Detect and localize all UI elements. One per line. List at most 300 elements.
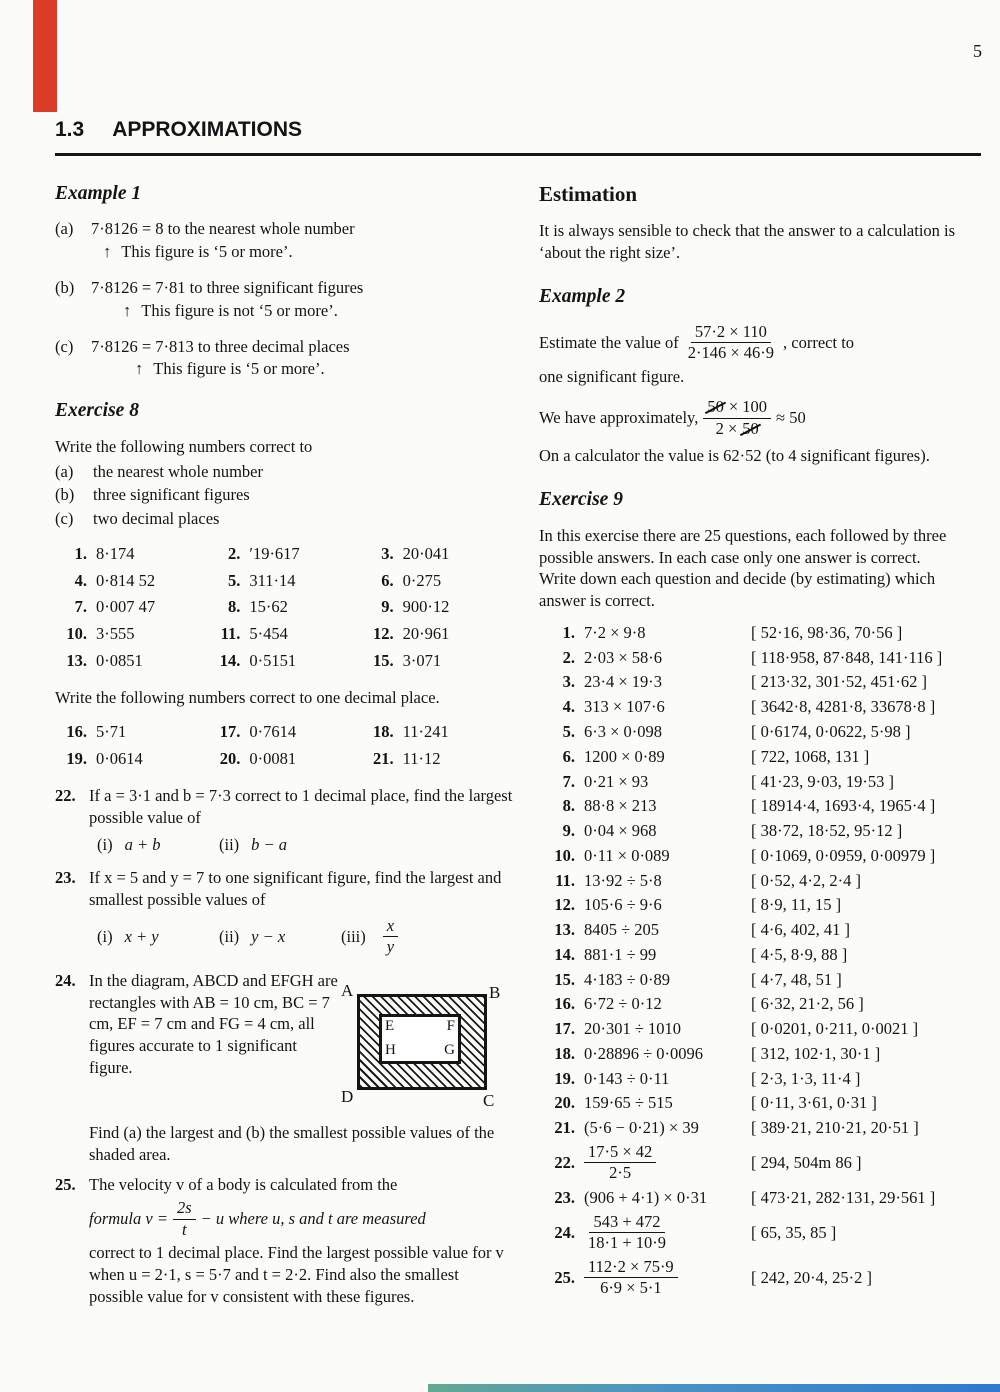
up-arrow-icon: ↑ (135, 359, 144, 379)
answer-options: [ 2·3, 1·3, 11·4 ] (751, 1068, 861, 1088)
exercise-9-question-row (539, 944, 981, 966)
question-expression (584, 993, 742, 1015)
question-number: 13. (554, 920, 575, 940)
question-expression (584, 969, 742, 991)
item-value: 0·0614 (96, 749, 143, 769)
question-number: 3. (562, 672, 575, 692)
two-column-layout (55, 181, 981, 1308)
grid-item (208, 748, 361, 770)
answer-options: [ 389·21, 210·21, 20·51 ] (751, 1118, 919, 1138)
question-number: 15. (554, 969, 575, 989)
expression-text: 881·1 ÷ 99 (584, 944, 657, 964)
section-title: APPROXIMATIONS (112, 118, 302, 141)
exercise-9-question-row (539, 969, 981, 991)
example-1-item-a (55, 218, 515, 263)
exercise-8-intro-2: Write the following numbers correct to one decimal place. (55, 687, 440, 707)
header-rule (55, 153, 981, 156)
question-number: 7. (562, 771, 575, 791)
item-number: 3. (381, 543, 394, 563)
diagram-label-f: F (446, 1017, 455, 1034)
grid-item (55, 721, 208, 743)
criterion-a (55, 461, 515, 483)
exercise-9-question-row (539, 1117, 981, 1139)
question-number: 22. (554, 1153, 575, 1173)
question-text-2: Find (a) the largest and (b) the smallest possible values of the shaded area. (89, 1122, 495, 1164)
answer-options: [ 294, 504m 86 ] (751, 1153, 862, 1173)
criterion-b (55, 484, 515, 506)
question-number: 19. (554, 1068, 575, 1088)
sub-expression: b − a (251, 834, 288, 854)
question-number: 17. (554, 1019, 575, 1039)
sub-expression: x + y (124, 926, 159, 946)
question-expression (584, 820, 742, 842)
sub-questions (97, 916, 515, 958)
question-23 (55, 867, 515, 960)
item-value: 3·555 (96, 624, 135, 644)
item-value: ′19·617 (249, 543, 300, 563)
expression-text: 23·4 × 19·3 (584, 672, 663, 692)
expression-text: 0·28896 ÷ 0·0096 (584, 1043, 704, 1063)
lead-text: Estimate the value of (539, 332, 679, 352)
question-number: 16. (554, 994, 575, 1014)
sub-label: (ii) (219, 926, 240, 946)
exercise-9-question-row (539, 820, 981, 842)
answer-options: [ 0·1069, 0·0959, 0·00979 ] (751, 845, 936, 865)
answer-options: [ 52·16, 98·36, 70·56 ] (751, 622, 903, 642)
grid-item (55, 623, 208, 645)
red-edge-tab (33, 0, 57, 112)
question-number: 10. (554, 845, 575, 865)
answer-options: [ 722, 1068, 131 ] (751, 746, 870, 766)
question-25 (55, 1174, 515, 1307)
sub-expression: a + b (124, 834, 161, 854)
approx-result: ≈ 50 (776, 408, 806, 428)
example-2-lead (539, 322, 981, 364)
criterion-label: (b) (55, 485, 75, 505)
fraction-estimate (684, 323, 778, 363)
diagram-label-e: E (385, 1017, 395, 1034)
question-number: 8. (562, 796, 575, 816)
question-expression (584, 1187, 742, 1209)
exercise-9-question-row (539, 622, 981, 644)
question-number: 21. (554, 1118, 575, 1138)
item-body (91, 336, 350, 381)
item-line: 7·8126 = 7·813 to three decimal places (91, 336, 350, 356)
item-number: 19. (66, 749, 87, 769)
grid-item (362, 570, 515, 592)
grid-item (55, 543, 208, 565)
grid-item (362, 623, 515, 645)
item-value: 0·5151 (249, 650, 297, 670)
item-label: (b) (55, 277, 75, 297)
lead-continuation: one significant figure. (539, 366, 685, 386)
grid-item (208, 721, 361, 743)
question-expression (584, 894, 742, 916)
expression-text: 6·72 ÷ 0·12 (584, 994, 662, 1014)
answer-options: [ 38·72, 18·52, 95·12 ] (751, 821, 903, 841)
expression-text: 0·11 × 0·089 (584, 845, 670, 865)
grid-item (55, 570, 208, 592)
exercise-8-number-grid-2 (55, 721, 515, 770)
fraction-denominator (712, 419, 763, 438)
question-number: 25. (554, 1267, 575, 1287)
item-label: (c) (55, 336, 74, 356)
question-expression (584, 1043, 742, 1065)
exercise-9-question-row (539, 1142, 981, 1184)
grid-item (362, 543, 515, 565)
page-content (55, 116, 981, 1307)
exercise-9-question-row (539, 1187, 981, 1209)
expression-text: 6·3 × 0·098 (584, 721, 663, 741)
expression-text: 0·04 × 968 (584, 821, 657, 841)
up-arrow-icon: ↑ (123, 300, 132, 320)
section-header (55, 116, 981, 144)
sub-question-iii (341, 916, 403, 958)
item-line: 7·8126 = 7·81 to three significant figures (91, 277, 364, 297)
exercise-9-question-row (539, 993, 981, 1015)
item-value: 11·12 (402, 749, 441, 769)
item-value: 0·0081 (249, 749, 297, 769)
fraction-x-over-y (383, 917, 398, 957)
answer-options: [ 242, 20·4, 25·2 ] (751, 1267, 872, 1287)
denominator-rest: 2 × (715, 418, 738, 438)
item-number: 18. (373, 722, 394, 742)
answer-options: [ 3642·8, 4281·8, 33678·8 ] (751, 697, 936, 717)
expression-text: 0·21 × 93 (584, 771, 649, 791)
question-expression (584, 1257, 742, 1299)
question-24 (55, 970, 515, 1166)
criterion-text: three significant figures (93, 485, 250, 505)
exercise-9-question-row (539, 721, 981, 743)
diagram-label-c: C (483, 1090, 495, 1110)
sub-expression: y − x (251, 926, 286, 946)
exercise-9-question-row (539, 1257, 981, 1299)
question-body (89, 867, 515, 960)
expression-text: 88·8 × 213 (584, 796, 657, 816)
item-number: 11. (220, 624, 241, 644)
grid-item (208, 570, 361, 592)
answer-options: [ 118·958, 87·848, 141·116 ] (751, 647, 943, 667)
item-line: 7·8126 = 8 to the nearest whole number (91, 219, 355, 239)
sub-label: (ii) (219, 834, 240, 854)
item-number: 14. (219, 650, 241, 670)
item-label: (a) (55, 219, 74, 239)
question-number: 23. (554, 1187, 575, 1207)
question-number: 22. (55, 785, 76, 805)
fraction-denominator: 2·146 × 46·9 (687, 343, 775, 363)
question-number: 5. (562, 721, 575, 741)
item-value: 900·12 (402, 597, 450, 617)
item-value: 15·62 (249, 597, 288, 617)
question-number: 14. (554, 944, 575, 964)
section-number: 1.3 (55, 118, 85, 141)
exercise-9-question-row (539, 647, 981, 669)
expression-fraction (584, 1213, 670, 1253)
note-text: This figure is ‘5 or more’. (121, 242, 293, 262)
exercise-9-question-row (539, 870, 981, 892)
item-number: 1. (74, 543, 87, 563)
item-number: 6. (381, 570, 394, 590)
answer-options: [ 213·32, 301·52, 451·62 ] (751, 672, 927, 692)
item-value: 20·961 (402, 624, 450, 644)
item-number: 9. (381, 597, 394, 617)
estimation-body: It is always sensible to check that the answer to a calculation is ‘about the right size’. (539, 221, 956, 263)
sub-question-ii (219, 834, 287, 856)
fraction-numerator: 2s (173, 1199, 196, 1219)
diagram-label-d: D (341, 1086, 354, 1106)
item-value: 311·14 (249, 570, 296, 590)
calculator-note: On a calculator the value is 62·52 (to 4 significant figures). (539, 446, 930, 466)
answer-options: [ 4·7, 48, 51 ] (751, 969, 842, 989)
exercise-8-intro: Write the following numbers correct to (55, 436, 313, 456)
item-value: 0·7614 (249, 722, 297, 742)
expression-text: 2·03 × 58·6 (584, 647, 663, 667)
item-number: 20. (219, 749, 241, 769)
answer-options: [ 65, 35, 85 ] (751, 1222, 837, 1242)
question-24-row (89, 970, 539, 1118)
item-number: 4. (74, 570, 87, 590)
question-number: 12. (554, 895, 575, 915)
sub-label: (i) (97, 834, 113, 854)
item-value: 20·041 (402, 543, 450, 563)
question-number: 20. (554, 1093, 575, 1113)
criterion-c (55, 508, 515, 530)
exercise-9-question-row (539, 1212, 981, 1254)
grid-item (362, 596, 515, 618)
item-number: 12. (373, 624, 394, 644)
diagram-label-a: A (341, 980, 354, 1000)
exercise-9-question-row (539, 1092, 981, 1114)
answer-options: [ 473·21, 282·131, 29·561 ] (751, 1187, 936, 1207)
criterion-label: (c) (55, 509, 74, 529)
question-expression (584, 1092, 742, 1114)
grid-item (55, 748, 208, 770)
item-number: 10. (66, 624, 87, 644)
item-number: 2. (227, 543, 241, 563)
question-expression (584, 795, 742, 817)
item-body (91, 277, 363, 322)
question-body (89, 1174, 515, 1307)
answer-options: [ 312, 102·1, 30·1 ] (751, 1043, 881, 1063)
answer-options: [ 6·32, 21·2, 56 ] (751, 994, 864, 1014)
question-number: 1. (562, 622, 575, 642)
expression-text: 7·2 × 9·8 (584, 622, 646, 642)
fraction-denominator: 6·9 × 5·1 (600, 1278, 662, 1298)
fraction-approximation (703, 398, 771, 438)
grid-item (208, 623, 361, 645)
grid-item (362, 748, 515, 770)
question-expression (584, 746, 742, 768)
question-body (89, 785, 515, 858)
item-value: 5·454 (249, 624, 288, 644)
item-number: 17. (219, 722, 241, 742)
outer-rectangle-abcd-hatched (357, 994, 487, 1090)
question-expression (584, 622, 742, 644)
item-number: 13. (66, 650, 87, 670)
grid-item (55, 650, 208, 672)
question-expression (584, 1018, 742, 1040)
fraction-denominator: t (182, 1219, 187, 1239)
exercise-9-question-row (539, 746, 981, 768)
sub-questions (97, 834, 515, 856)
item-number: 7. (74, 597, 87, 617)
fraction-denominator: y (386, 937, 395, 957)
right-column (539, 181, 981, 1308)
sub-label: (i) (97, 926, 113, 946)
item-body (91, 218, 355, 263)
rectangles-diagram (339, 978, 539, 1118)
sub-label: (iii) (341, 926, 366, 946)
sub-question-ii (219, 926, 341, 948)
lead-after: , correct to (783, 332, 855, 352)
bottom-edge-bar (428, 1384, 1000, 1392)
left-column (55, 181, 515, 1308)
exercise-9-intro-1: In this exercise there are 25 questions, each followed by three possible answers. In each case only one answer is correct. (539, 525, 947, 567)
exercise-9-question-row (539, 771, 981, 793)
expression-text: 13·92 ÷ 5·8 (584, 870, 662, 890)
exercise-9-question-row (539, 1068, 981, 1090)
example-1-item-c (55, 336, 515, 381)
exercise-9-question-row (539, 795, 981, 817)
question-expression (584, 696, 742, 718)
note-text: This figure is ‘5 or more’. (153, 359, 325, 379)
question-expression (584, 647, 742, 669)
exercise-9-question-row (539, 919, 981, 941)
question-body (89, 970, 539, 1166)
item-number: 8. (227, 597, 241, 617)
expression-text: 313 × 107·6 (584, 697, 665, 717)
fraction-denominator: 18·1 + 10·9 (588, 1233, 667, 1253)
question-text: In the diagram, ABCD and EFGH are rectangles with AB = 10 cm, BC = 7 cm, EF = 7 cm and FG = 4 cm, all figures accurate to 1 significant figure. (89, 970, 338, 1077)
exercise-9-question-row (539, 1018, 981, 1040)
grid-item (208, 596, 361, 618)
answer-options: [ 0·6174, 0·0622, 5·98 ] (751, 721, 911, 741)
example-1-heading: Example 1 (55, 182, 142, 204)
example-1-item-b (55, 277, 515, 322)
question-number: 2. (562, 647, 575, 667)
estimation-heading: Estimation (539, 181, 638, 206)
question-text-before: The velocity v of a body is calculated from the (89, 1175, 398, 1195)
answer-options: [ 0·11, 3·61, 0·31 ] (751, 1093, 877, 1113)
exercise-9-question-row (539, 671, 981, 693)
numerator-rest: × 100 (728, 397, 768, 417)
note-text: This figure is not ‘5 or more’. (141, 300, 338, 320)
exercise-9-question-row (539, 894, 981, 916)
question-expression (584, 1117, 742, 1139)
inner-rectangle-efgh (379, 1014, 461, 1064)
item-note (103, 241, 355, 263)
question-text: If a = 3·1 and b = 7·3 correct to 1 decimal place, find the largest possible value of (89, 785, 513, 827)
exercise-9-question-row (539, 696, 981, 718)
item-number: 16. (66, 722, 87, 742)
question-expression (584, 944, 742, 966)
expression-text: 1200 × 0·89 (584, 746, 665, 766)
question-text-after: correct to 1 decimal place. Find the largest possible value for v when u = 2·1, s = 5·7 and t = 2·2. Find also the smallest possible value for v consistent with these figures. (89, 1242, 504, 1306)
expression-fraction (584, 1143, 656, 1183)
answer-options: [ 4·5, 8·9, 88 ] (751, 944, 848, 964)
answer-options: [ 18914·4, 1693·4, 1965·4 ] (751, 796, 936, 816)
criterion-text: two decimal places (93, 509, 220, 529)
cancelled-50: 50 (742, 418, 759, 438)
question-number: 24. (55, 970, 76, 990)
sub-question-i (97, 926, 219, 948)
item-note (135, 358, 350, 380)
question-number: 9. (562, 821, 575, 841)
item-value: 11·241 (402, 722, 449, 742)
fraction-numerator: x (383, 917, 398, 937)
expression-text: (906 + 4·1) × 0·31 (584, 1187, 708, 1207)
item-value: 0·275 (402, 570, 442, 590)
diagram-label-g: G (444, 1041, 455, 1058)
question-expression (584, 671, 742, 693)
question-expression (584, 721, 742, 743)
expression-text: 0·143 ÷ 0·11 (584, 1068, 670, 1088)
answer-options: [ 4·6, 402, 41 ] (751, 920, 850, 940)
answer-options: [ 0·0201, 0·211, 0·0021 ] (751, 1019, 919, 1039)
grid-item (362, 650, 515, 672)
item-value: 3·071 (402, 650, 442, 670)
exercise-9-question-row (539, 1043, 981, 1065)
question-expression (584, 1212, 742, 1254)
item-value: 0·007 47 (96, 597, 156, 617)
fraction-numerator: 57·2 × 110 (691, 323, 771, 343)
velocity-formula (89, 1198, 515, 1240)
grid-item (208, 650, 361, 672)
question-number: 25. (55, 1175, 76, 1195)
expression-fraction (584, 1258, 678, 1298)
approximation-line (539, 397, 981, 439)
item-number: 5. (227, 570, 241, 590)
sub-question-i (97, 834, 219, 856)
item-note (123, 300, 363, 322)
diagram-label-b: B (489, 982, 501, 1002)
up-arrow-icon: ↑ (103, 242, 112, 262)
question-22 (55, 785, 515, 858)
answer-options: [ 41·23, 9·03, 19·53 ] (751, 771, 894, 791)
answer-options: [ 0·52, 4·2, 2·4 ] (751, 870, 861, 890)
expression-text: 159·65 ÷ 515 (584, 1093, 673, 1113)
answer-options: [ 8·9, 11, 15 ] (751, 895, 842, 915)
question-expression (584, 1142, 742, 1184)
exercise-9-heading: Exercise 9 (539, 489, 623, 511)
item-value: 8·174 (96, 543, 135, 563)
grid-item (362, 721, 515, 743)
expression-text: 4·183 ÷ 0·89 (584, 969, 671, 989)
criterion-text: the nearest whole number (93, 461, 263, 481)
grid-item (208, 543, 361, 565)
fraction-numerator (703, 398, 771, 418)
fraction-numerator: 112·2 × 75·9 (584, 1258, 678, 1278)
formula-suffix: − u where u, s and t are measured (200, 1209, 426, 1229)
diagram-label-h: H (385, 1041, 396, 1058)
question-text: If x = 5 and y = 7 to one significant figure, find the largest and smallest possible values of (89, 868, 502, 910)
criterion-label: (a) (55, 461, 74, 481)
item-value: 0·814 52 (96, 570, 156, 590)
exercise-9-intro-2: Write down each question and decide (by estimating) which answer is correct. (539, 569, 936, 611)
fraction-2s-over-t (173, 1199, 196, 1239)
question-expression (584, 870, 742, 892)
item-value: 5·71 (96, 722, 127, 742)
page-number: 5 (973, 41, 982, 61)
item-number: 21. (373, 749, 394, 769)
approx-lead: We have approximately, (539, 408, 699, 428)
question-expression (584, 771, 742, 793)
question-number: 6. (562, 746, 575, 766)
question-expression (584, 919, 742, 941)
exercise-9-question-row (539, 845, 981, 867)
item-value: 0·0851 (96, 650, 143, 670)
exercise-9-question-list (539, 622, 981, 1299)
